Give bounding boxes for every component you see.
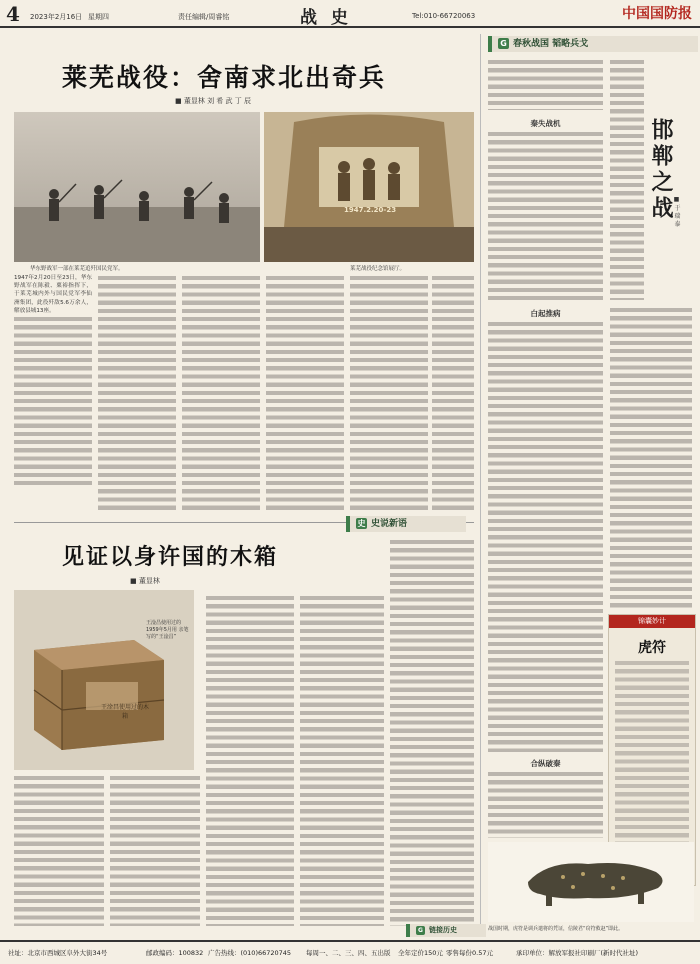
- sidebar-section-label-text: 春秋战国 韬略兵戈: [513, 39, 589, 49]
- text-block: [300, 596, 384, 926]
- text-block: [14, 776, 104, 926]
- article1-byline: ■ 董显林 刘 希 武 丁 辰: [175, 97, 251, 105]
- text-block: [110, 776, 200, 926]
- sidebar-col2-a: [610, 60, 644, 300]
- box-label: 王淦昌使用过的木箱: [100, 704, 149, 720]
- text-block: [432, 276, 474, 514]
- sidebar-col2-b: [610, 308, 692, 608]
- article2-col4: [300, 596, 384, 926]
- text-block: [610, 60, 644, 300]
- footer-printer: 承印单位：解放军报社印刷厂(新时代社址): [516, 949, 639, 957]
- link-history-label-text: 链接历史: [429, 926, 457, 934]
- text-block: [350, 276, 428, 514]
- subhead-2: 白起推病: [530, 309, 561, 318]
- footer-ad-phone: 广告热线：(010)66720745: [208, 949, 292, 957]
- text-block: [14, 317, 92, 487]
- history-column-label: [346, 516, 466, 532]
- section-title: 战 史: [300, 8, 352, 28]
- text-block: [390, 540, 474, 926]
- article1-lead: [14, 274, 92, 514]
- newspaper-brand: 中国国防报: [622, 6, 692, 22]
- article1-col4: [266, 276, 344, 514]
- sidebar-author: ■ 于 瑞 泰: [673, 196, 680, 227]
- article1-col6: [432, 276, 474, 514]
- history-column-label-text: 史说新语: [371, 519, 408, 529]
- text-block: [98, 276, 176, 514]
- text-block: [266, 276, 344, 514]
- sidebar-intro: [488, 60, 603, 110]
- issue-date: 2023年2月16日: [30, 13, 83, 21]
- text-block: [206, 596, 294, 926]
- text-block: [488, 772, 603, 838]
- article1-col2: [98, 276, 176, 514]
- sidebar-title: 邯郸之战: [648, 118, 674, 222]
- footer-price-each: 零售每份0.57元: [446, 949, 493, 957]
- text-block: [488, 132, 603, 300]
- text-block: [182, 276, 260, 514]
- link-history-label: [406, 924, 486, 937]
- article1-title: 莱芜战役：舍南求北出奇兵: [62, 63, 387, 92]
- g-logo-icon: G: [498, 38, 509, 49]
- subhead-3: 合纵破秦: [530, 759, 561, 768]
- sidebar-section-label: [488, 36, 698, 52]
- column-title: 虎符: [638, 640, 666, 656]
- article2-col1: [14, 776, 104, 926]
- museum-photo: [264, 112, 474, 262]
- phone: Tel:010-66720063: [412, 12, 476, 20]
- museum-photo-caption: 莱芜战役纪念馆展厅。: [350, 266, 406, 272]
- sidebar-col1-b: [488, 322, 603, 752]
- article1-lead-text: 1947年2月20日至23日，华东野战军在陈毅、粟裕指挥下，于莱芜城内外与国民党军李仙洲集团，此役歼敌5.6万余人，解放县城13座。: [14, 275, 92, 314]
- page-footer: [0, 940, 700, 964]
- column-separator: [480, 34, 481, 934]
- footer-address: 社址：北京市西城区阜外大街34号: [8, 949, 108, 957]
- monument-year: 1947.2.20-23: [344, 206, 397, 214]
- text-block: [488, 60, 603, 110]
- article1-col5: [350, 276, 428, 514]
- battle-photo-caption: 华东野战军一部在莱芜追歼国民党军。: [30, 266, 124, 272]
- footer-schedule: 每周一、二、三、四、五出版: [306, 949, 391, 957]
- sidebar-col1-c: [488, 772, 603, 838]
- article2-byline: ■ 董显林: [130, 577, 160, 585]
- page-number: 4: [6, 2, 20, 26]
- editor: 责任编辑/周睿铭: [178, 13, 230, 21]
- footer-zip: 邮政编码：100832: [146, 949, 204, 957]
- article2-col5: [390, 540, 474, 926]
- g-logo-icon: G: [416, 926, 425, 935]
- wooden-box-photo: [14, 590, 194, 770]
- book-icon: 史: [357, 519, 366, 528]
- sidebar-col1-a: [488, 132, 603, 300]
- text-block: [488, 322, 603, 752]
- article2-col2: [110, 776, 200, 926]
- box-caption: 王淦昌使用过的 1959年5月用 亲笔写的“王淦昌”: [146, 620, 189, 640]
- tiger-tally-caption: 战国时期，虎符是调兵遣将的凭证，信陵君“窃符救赵”即此。: [488, 926, 624, 932]
- column-label: 锦囊妙计: [609, 615, 695, 628]
- article2-col3: [206, 596, 294, 926]
- weekday: 星期四: [88, 13, 109, 21]
- text-block: [610, 308, 692, 608]
- tiger-tally-photo: [488, 842, 694, 922]
- page-header: [0, 0, 700, 28]
- subhead-1: 秦失战机: [530, 119, 561, 128]
- article2-title: 见证以身许国的木箱: [62, 544, 279, 570]
- article1-col3: [182, 276, 260, 514]
- battle-photo: [14, 112, 260, 262]
- footer-price-year: 全年定价150元: [398, 949, 443, 957]
